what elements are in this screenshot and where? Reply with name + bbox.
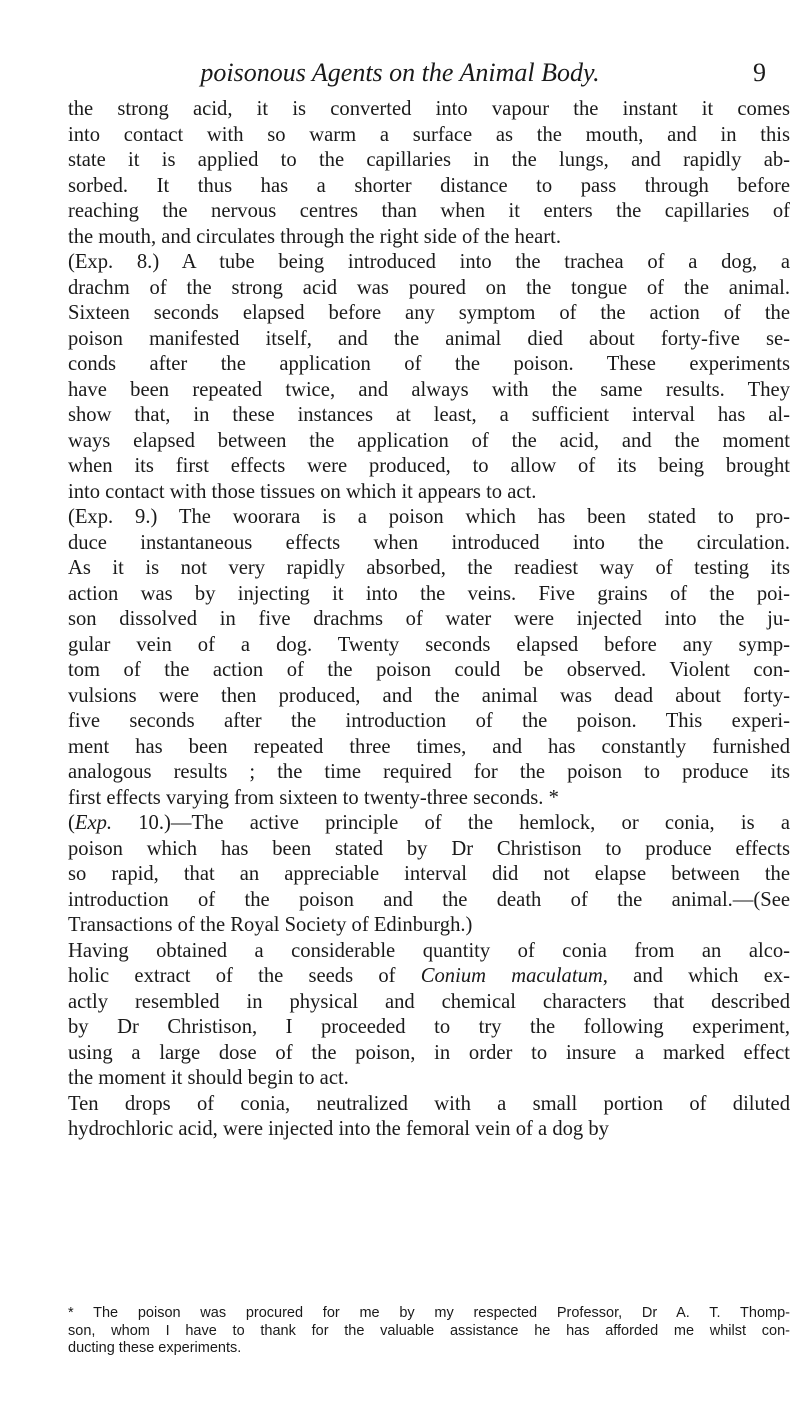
- text-line: sorbed. It thus has a shorter distance to pass through before: [68, 174, 790, 197]
- text-line: holic extract of the seeds of Conium maculatum, and which ex-: [68, 965, 790, 987]
- text-line: have been repeated twice, and always with the same results. They: [68, 378, 790, 401]
- text-line: five seconds after the introduction of the poison. This experi-: [68, 710, 790, 732]
- text-line: hydrochloric acid, were injected into the femoral vein of a dog by: [68, 1118, 609, 1140]
- text-line: conds after the application of the poison. These experiments: [68, 353, 790, 375]
- text-line: action was by injecting it into the veins. Five grains of the poi-: [68, 582, 790, 605]
- text-line: first effects varying from sixteen to twenty-three seconds. *: [68, 786, 559, 809]
- text-line: Sixteen seconds elapsed before any symptom of the action of the: [68, 302, 790, 324]
- text-line: by Dr Christison, I proceeded to try the following experiment,: [68, 1016, 790, 1038]
- text-line: son dissolved in five drachms of water were injected into the ju-: [68, 608, 790, 630]
- text-line: (Exp. 10.)—The active principle of the hemlock, or conia, is a: [68, 812, 790, 834]
- text-line: duce instantaneous effects when introduced into the circulation.: [68, 531, 790, 554]
- body-text: [68, 97, 790, 1143]
- text-line: ways elapsed between the application of the acid, and the moment: [68, 429, 790, 452]
- text-line: the mouth, and circulates through the right side of the heart.: [68, 225, 561, 248]
- text-line: tom of the action of the poison could be observed. Violent con-: [68, 659, 790, 681]
- page-header: [0, 58, 800, 94]
- text-line: poison manifested itself, and the animal died about forty-five se-: [68, 327, 790, 350]
- text-line: ment has been repeated three times, and has constantly furnished: [68, 735, 790, 758]
- text-line: (Exp. 8.) A tube being introduced into the trachea of a dog, a: [68, 251, 790, 273]
- running-title: poisonous Agents on the Animal Body.: [200, 58, 600, 87]
- text-line: Transactions of the Royal Society of Edinburgh.): [68, 914, 473, 936]
- text-line: introduction of the poison and the death of the animal.—(See: [68, 888, 790, 911]
- text-line: (Exp. 9.) The woorara is a poison which has been stated to pro-: [68, 506, 790, 528]
- text-line: into contact with those tissues on which it appears to act.: [68, 480, 537, 503]
- text-line: show that, in these instances at least, a sufficient interval has al-: [68, 404, 790, 426]
- text-line: state it is applied to the capillaries in the lungs, and rapidly ab-: [68, 149, 790, 171]
- text-line: the moment it should begin to act.: [68, 1067, 349, 1089]
- footnote: [68, 1305, 790, 1358]
- text-line: the strong acid, it is converted into vapour the instant it comes: [68, 98, 790, 120]
- text-line: Ten drops of conia, neutralized with a small portion of diluted: [68, 1092, 790, 1115]
- text-line: vulsions were then produced, and the animal was dead about forty-: [68, 684, 790, 707]
- page-number: 9: [753, 58, 766, 87]
- text-line: poison which has been stated by Dr Christison to produce effects: [68, 837, 790, 860]
- text-line: gular vein of a dog. Twenty seconds elapsed before any symp-: [68, 633, 790, 656]
- text-line: into contact with so warm a surface as the mouth, and in this: [68, 123, 790, 146]
- footnote-line: son, whom I have to thank for the valuable assistance he has afforded me whilst con-: [68, 1322, 790, 1339]
- footnote-line: ducting these experiments.: [68, 1340, 242, 1356]
- text-line: Having obtained a considerable quantity of conia from an alco-: [68, 939, 790, 962]
- text-line: drachm of the strong acid was poured on the tongue of the animal.: [68, 276, 790, 299]
- text-line: using a large dose of the poison, in order to insure a marked effect: [68, 1041, 790, 1064]
- footnote-line: * The poison was procured for me by my respected Professor, Dr A. T. Thomp-: [68, 1305, 790, 1321]
- text-line: when its first effects were produced, to allow of its being brought: [68, 455, 790, 477]
- text-line: actly resembled in physical and chemical characters that described: [68, 990, 790, 1013]
- text-line: so rapid, that an appreciable interval did not elapse between the: [68, 863, 790, 885]
- text-line: As it is not very rapidly absorbed, the readiest way of testing its: [68, 557, 790, 579]
- text-line: analogous results ; the time required for the poison to produce its: [68, 761, 790, 783]
- text-line: reaching the nervous centres than when it enters the capillaries of: [68, 200, 790, 222]
